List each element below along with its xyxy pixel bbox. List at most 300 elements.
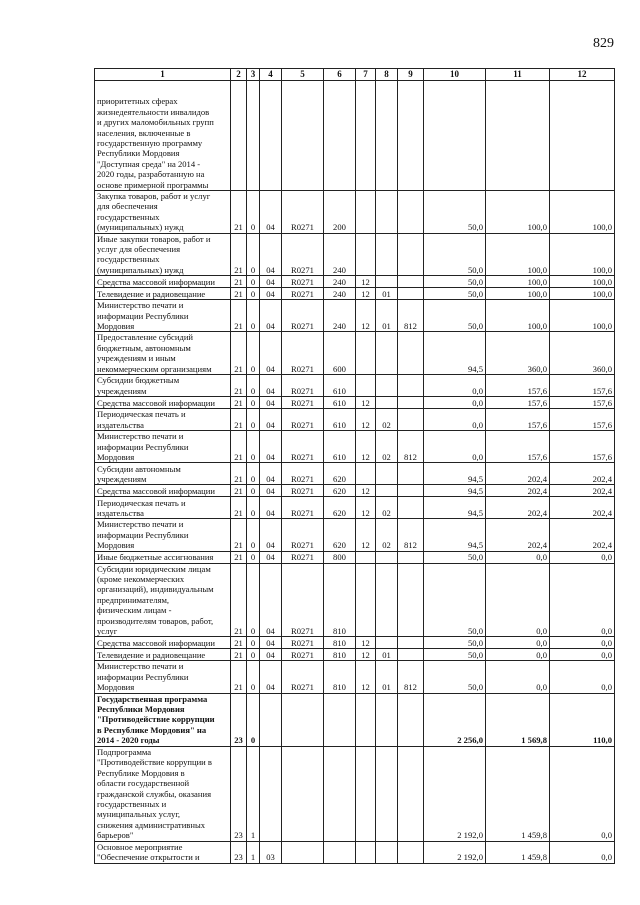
gp-code-cell: 21 (231, 637, 247, 649)
amount-col11-cell: 202,4 (486, 519, 550, 551)
subprogram-code-cell: 0 (247, 637, 260, 649)
amount-col12-cell: 202,4 (550, 485, 615, 497)
direction-code-cell: R0271 (282, 563, 324, 637)
subsection-cell: 02 (376, 519, 398, 551)
expense-type-cell: 240 (324, 300, 356, 332)
direction-code-cell (282, 81, 324, 191)
direction-code-cell: R0271 (282, 332, 324, 375)
table-row (95, 431, 615, 463)
gp-code-cell: 21 (231, 463, 247, 485)
direction-code-cell: R0271 (282, 463, 324, 485)
subsection-cell (376, 233, 398, 276)
ministry-code-cell: 812 (398, 431, 424, 463)
row-name: Подпрограмма "Противодействие коррупции в Республике Мордовия в области государственной гражданской службы, оказания государственных и муниципальных услуг, снижения административных барьеров" (95, 746, 231, 841)
ministry-code-cell: 812 (398, 300, 424, 332)
subprogram-code-cell: 0 (247, 463, 260, 485)
expense-type-cell (324, 81, 356, 191)
activity-code-cell (260, 746, 282, 841)
expense-type-cell: 620 (324, 497, 356, 519)
row-name: Основное мероприятие "Обеспечение открытости и (95, 841, 231, 863)
table-row (95, 300, 615, 332)
section-cell: 12 (356, 276, 376, 288)
column-header-11: 11 (486, 69, 550, 81)
ministry-code-cell (398, 288, 424, 300)
amount-col12-cell: 0,0 (550, 841, 615, 863)
table-row (95, 463, 615, 485)
section-cell: 12 (356, 519, 376, 551)
subprogram-code-cell: 0 (247, 693, 260, 746)
gp-code-cell: 23 (231, 746, 247, 841)
amount-col10-cell: 0,0 (424, 409, 486, 431)
subsection-cell (376, 746, 398, 841)
subprogram-code-cell: 0 (247, 332, 260, 375)
amount-col12-cell: 0,0 (550, 637, 615, 649)
direction-code-cell: R0271 (282, 300, 324, 332)
row-name: Периодическая печать и издательства (95, 497, 231, 519)
row-name: Периодическая печать и издательства (95, 409, 231, 431)
column-header-4: 4 (260, 69, 282, 81)
column-header-3: 3 (247, 69, 260, 81)
expense-type-cell (324, 746, 356, 841)
section-cell (356, 332, 376, 375)
activity-code-cell: 04 (260, 637, 282, 649)
table-row (95, 191, 615, 234)
subsection-cell (376, 693, 398, 746)
subsection-cell (376, 332, 398, 375)
amount-col12-cell: 0,0 (550, 551, 615, 563)
ministry-code-cell: 812 (398, 661, 424, 693)
subprogram-code-cell: 0 (247, 233, 260, 276)
gp-code-cell: 21 (231, 485, 247, 497)
amount-col10-cell: 2 192,0 (424, 841, 486, 863)
table-row (95, 497, 615, 519)
subprogram-code-cell: 0 (247, 191, 260, 234)
subprogram-code-cell: 1 (247, 841, 260, 863)
activity-code-cell: 04 (260, 276, 282, 288)
table-row (95, 81, 615, 191)
amount-col11-cell (486, 81, 550, 191)
amount-col10-cell: 50,0 (424, 276, 486, 288)
amount-col11-cell: 1 569,8 (486, 693, 550, 746)
activity-code-cell: 04 (260, 288, 282, 300)
section-cell: 12 (356, 397, 376, 409)
amount-col10-cell: 0,0 (424, 431, 486, 463)
ministry-code-cell (398, 497, 424, 519)
activity-code-cell: 04 (260, 463, 282, 485)
subprogram-code-cell: 0 (247, 375, 260, 397)
section-cell (356, 746, 376, 841)
ministry-code-cell (398, 746, 424, 841)
amount-col12-cell: 0,0 (550, 649, 615, 661)
amount-col10-cell: 50,0 (424, 191, 486, 234)
activity-code-cell: 04 (260, 375, 282, 397)
amount-col12-cell: 202,4 (550, 463, 615, 485)
table-row (95, 233, 615, 276)
subsection-cell (376, 563, 398, 637)
direction-code-cell: R0271 (282, 551, 324, 563)
activity-code-cell: 04 (260, 409, 282, 431)
section-cell (356, 463, 376, 485)
subsection-cell (376, 81, 398, 191)
column-header-8: 8 (376, 69, 398, 81)
section-cell (356, 81, 376, 191)
direction-code-cell: R0271 (282, 397, 324, 409)
table-row (95, 375, 615, 397)
column-header-9: 9 (398, 69, 424, 81)
table-row (95, 397, 615, 409)
subprogram-code-cell (247, 81, 260, 191)
table-row (95, 332, 615, 375)
row-name: Средства массовой информации (95, 637, 231, 649)
row-name: Телевидение и радиовещание (95, 288, 231, 300)
row-name: приоритетных сферах жизнедеятельности инвалидов и других маломобильных групп населения, включенные в государственную программу Республики Мордовия "Доступная среда" на 2014 - 2020 годы, разработанную на основе примерной программы (95, 81, 231, 191)
subprogram-code-cell: 0 (247, 661, 260, 693)
table-header-row (95, 69, 615, 81)
direction-code-cell: R0271 (282, 519, 324, 551)
activity-code-cell: 04 (260, 431, 282, 463)
activity-code-cell: 04 (260, 485, 282, 497)
gp-code-cell: 21 (231, 649, 247, 661)
row-name: Субсидии юридическим лицам (кроме некоммерческих организаций), индивидуальным предпринимателям, физическим лицам - производителям товаров, работ, услуг (95, 563, 231, 637)
row-name: Предоставление субсидий бюджетным, автономным учреждениям и иным некоммерческим организациям (95, 332, 231, 375)
amount-col12-cell: 157,6 (550, 431, 615, 463)
expense-type-cell: 620 (324, 519, 356, 551)
table-row (95, 563, 615, 637)
budget-table (94, 68, 615, 864)
amount-col11-cell: 0,0 (486, 551, 550, 563)
row-name: Иные бюджетные ассигнования (95, 551, 231, 563)
direction-code-cell (282, 746, 324, 841)
amount-col11-cell: 157,6 (486, 409, 550, 431)
ministry-code-cell (398, 463, 424, 485)
direction-code-cell: R0271 (282, 375, 324, 397)
direction-code-cell: R0271 (282, 485, 324, 497)
subprogram-code-cell: 0 (247, 409, 260, 431)
amount-col11-cell: 157,6 (486, 375, 550, 397)
amount-col10-cell: 94,5 (424, 497, 486, 519)
activity-code-cell: 04 (260, 397, 282, 409)
section-cell: 12 (356, 497, 376, 519)
subprogram-code-cell: 0 (247, 551, 260, 563)
amount-col11-cell: 202,4 (486, 497, 550, 519)
expense-type-cell: 620 (324, 463, 356, 485)
table-row (95, 661, 615, 693)
direction-code-cell: R0271 (282, 431, 324, 463)
activity-code-cell: 03 (260, 841, 282, 863)
section-cell: 12 (356, 288, 376, 300)
table-row (95, 551, 615, 563)
amount-col10-cell: 50,0 (424, 300, 486, 332)
table-row (95, 649, 615, 661)
gp-code-cell: 21 (231, 288, 247, 300)
row-name: Средства массовой информации (95, 276, 231, 288)
section-cell (356, 841, 376, 863)
section-cell (356, 551, 376, 563)
direction-code-cell: R0271 (282, 497, 324, 519)
activity-code-cell: 04 (260, 551, 282, 563)
subsection-cell: 01 (376, 300, 398, 332)
amount-col11-cell: 360,0 (486, 332, 550, 375)
amount-col10-cell: 94,5 (424, 463, 486, 485)
expense-type-cell: 610 (324, 409, 356, 431)
ministry-code-cell (398, 409, 424, 431)
subsection-cell (376, 841, 398, 863)
amount-col12-cell: 0,0 (550, 563, 615, 637)
subsection-cell (376, 485, 398, 497)
amount-col10-cell: 94,5 (424, 519, 486, 551)
row-name: Средства массовой информации (95, 485, 231, 497)
direction-code-cell: R0271 (282, 637, 324, 649)
subprogram-code-cell: 0 (247, 288, 260, 300)
section-cell: 12 (356, 649, 376, 661)
activity-code-cell: 04 (260, 649, 282, 661)
row-name: Закупка товаров, работ и услуг для обеспечения государственных (муниципальных) нужд (95, 191, 231, 234)
amount-col11-cell: 202,4 (486, 485, 550, 497)
amount-col12-cell: 202,4 (550, 519, 615, 551)
section-cell (356, 191, 376, 234)
amount-col11-cell: 100,0 (486, 233, 550, 276)
expense-type-cell: 810 (324, 563, 356, 637)
subsection-cell (376, 191, 398, 234)
table-row (95, 746, 615, 841)
row-name: Государственная программа Республики Мордовия "Противодействие коррупции в Республике Мордовия" на 2014 - 2020 годы (95, 693, 231, 746)
table-row (95, 519, 615, 551)
expense-type-cell: 810 (324, 661, 356, 693)
amount-col10-cell: 94,5 (424, 485, 486, 497)
section-cell (356, 233, 376, 276)
amount-col10-cell: 50,0 (424, 288, 486, 300)
subsection-cell: 02 (376, 409, 398, 431)
amount-col11-cell: 1 459,8 (486, 841, 550, 863)
gp-code-cell: 23 (231, 841, 247, 863)
amount-col10-cell: 2 192,0 (424, 746, 486, 841)
ministry-code-cell (398, 397, 424, 409)
amount-col11-cell: 157,6 (486, 431, 550, 463)
amount-col10-cell: 50,0 (424, 649, 486, 661)
gp-code-cell: 21 (231, 332, 247, 375)
gp-code-cell (231, 81, 247, 191)
section-cell: 12 (356, 485, 376, 497)
amount-col12-cell: 110,0 (550, 693, 615, 746)
subprogram-code-cell: 0 (247, 431, 260, 463)
section-cell: 12 (356, 637, 376, 649)
amount-col12-cell: 100,0 (550, 233, 615, 276)
column-header-2: 2 (231, 69, 247, 81)
gp-code-cell: 21 (231, 563, 247, 637)
amount-col10-cell: 50,0 (424, 563, 486, 637)
ministry-code-cell (398, 649, 424, 661)
subsection-cell (376, 551, 398, 563)
ministry-code-cell (398, 637, 424, 649)
gp-code-cell: 23 (231, 693, 247, 746)
table-row (95, 485, 615, 497)
direction-code-cell (282, 693, 324, 746)
subprogram-code-cell: 1 (247, 746, 260, 841)
subsection-cell (376, 397, 398, 409)
direction-code-cell: R0271 (282, 233, 324, 276)
subsection-cell: 01 (376, 661, 398, 693)
amount-col11-cell: 100,0 (486, 276, 550, 288)
subsection-cell: 01 (376, 288, 398, 300)
amount-col10-cell (424, 81, 486, 191)
row-name: Субсидии автономным учреждениям (95, 463, 231, 485)
gp-code-cell: 21 (231, 551, 247, 563)
direction-code-cell: R0271 (282, 661, 324, 693)
expense-type-cell (324, 693, 356, 746)
gp-code-cell: 21 (231, 497, 247, 519)
expense-type-cell (324, 841, 356, 863)
section-cell (356, 693, 376, 746)
activity-code-cell: 04 (260, 563, 282, 637)
table-row (95, 693, 615, 746)
amount-col11-cell: 0,0 (486, 649, 550, 661)
activity-code-cell: 04 (260, 661, 282, 693)
direction-code-cell (282, 841, 324, 863)
subprogram-code-cell: 0 (247, 397, 260, 409)
amount-col11-cell: 1 459,8 (486, 746, 550, 841)
column-header-1: 1 (95, 69, 231, 81)
section-cell: 12 (356, 409, 376, 431)
gp-code-cell: 21 (231, 519, 247, 551)
row-name: Министерство печати и информации Республики Мордовия (95, 661, 231, 693)
amount-col11-cell: 157,6 (486, 397, 550, 409)
subprogram-code-cell: 0 (247, 300, 260, 332)
table-row (95, 637, 615, 649)
amount-col12-cell (550, 81, 615, 191)
section-cell: 12 (356, 661, 376, 693)
ministry-code-cell (398, 276, 424, 288)
row-name: Иные закупки товаров, работ и услуг для обеспечения государственных (муниципальных) нужд (95, 233, 231, 276)
amount-col10-cell: 50,0 (424, 233, 486, 276)
direction-code-cell: R0271 (282, 276, 324, 288)
page-number: 829 (593, 36, 614, 51)
table-body (95, 81, 615, 864)
amount-col11-cell: 100,0 (486, 300, 550, 332)
gp-code-cell: 21 (231, 233, 247, 276)
amount-col10-cell: 0,0 (424, 397, 486, 409)
subprogram-code-cell: 0 (247, 519, 260, 551)
subprogram-code-cell: 0 (247, 497, 260, 519)
subsection-cell (376, 637, 398, 649)
amount-col11-cell: 0,0 (486, 637, 550, 649)
subsection-cell (376, 463, 398, 485)
direction-code-cell: R0271 (282, 191, 324, 234)
amount-col12-cell: 157,6 (550, 409, 615, 431)
amount-col12-cell: 0,0 (550, 746, 615, 841)
activity-code-cell: 04 (260, 300, 282, 332)
ministry-code-cell (398, 191, 424, 234)
expense-type-cell: 240 (324, 276, 356, 288)
gp-code-cell: 21 (231, 409, 247, 431)
subprogram-code-cell: 0 (247, 485, 260, 497)
ministry-code-cell (398, 233, 424, 276)
amount-col12-cell: 100,0 (550, 288, 615, 300)
activity-code-cell: 04 (260, 519, 282, 551)
expense-type-cell: 800 (324, 551, 356, 563)
subprogram-code-cell: 0 (247, 563, 260, 637)
ministry-code-cell (398, 332, 424, 375)
gp-code-cell: 21 (231, 276, 247, 288)
subsection-cell: 01 (376, 649, 398, 661)
row-name: Телевидение и радиовещание (95, 649, 231, 661)
amount-col12-cell: 100,0 (550, 276, 615, 288)
gp-code-cell: 21 (231, 191, 247, 234)
subsection-cell: 02 (376, 497, 398, 519)
row-name: Министерство печати и информации Республики Мордовия (95, 300, 231, 332)
amount-col11-cell: 202,4 (486, 463, 550, 485)
amount-col11-cell: 100,0 (486, 191, 550, 234)
table-row (95, 276, 615, 288)
activity-code-cell: 04 (260, 497, 282, 519)
column-header-7: 7 (356, 69, 376, 81)
section-cell: 12 (356, 431, 376, 463)
column-header-5: 5 (282, 69, 324, 81)
row-name: Субсидии бюджетным учреждениям (95, 375, 231, 397)
amount-col12-cell: 157,6 (550, 375, 615, 397)
activity-code-cell: 04 (260, 332, 282, 375)
expense-type-cell: 200 (324, 191, 356, 234)
expense-type-cell: 240 (324, 233, 356, 276)
amount-col10-cell: 94,5 (424, 332, 486, 375)
ministry-code-cell (398, 81, 424, 191)
amount-col10-cell: 50,0 (424, 551, 486, 563)
activity-code-cell (260, 693, 282, 746)
row-name: Средства массовой информации (95, 397, 231, 409)
subsection-cell (376, 375, 398, 397)
amount-col11-cell: 100,0 (486, 288, 550, 300)
amount-col12-cell: 100,0 (550, 300, 615, 332)
section-cell: 12 (356, 300, 376, 332)
expense-type-cell: 620 (324, 485, 356, 497)
subsection-cell (376, 276, 398, 288)
amount-col12-cell: 100,0 (550, 191, 615, 234)
direction-code-cell: R0271 (282, 409, 324, 431)
section-cell (356, 563, 376, 637)
gp-code-cell: 21 (231, 397, 247, 409)
expense-type-cell: 610 (324, 375, 356, 397)
section-cell (356, 375, 376, 397)
activity-code-cell: 04 (260, 233, 282, 276)
column-header-6: 6 (324, 69, 356, 81)
row-name: Министерство печати и информации Республики Мордовия (95, 519, 231, 551)
activity-code-cell: 04 (260, 191, 282, 234)
row-name: Министерство печати и информации Республики Мордовия (95, 431, 231, 463)
expense-type-cell: 810 (324, 637, 356, 649)
column-header-12: 12 (550, 69, 615, 81)
amount-col12-cell: 157,6 (550, 397, 615, 409)
subsection-cell: 02 (376, 431, 398, 463)
expense-type-cell: 610 (324, 431, 356, 463)
expense-type-cell: 600 (324, 332, 356, 375)
amount-col10-cell: 50,0 (424, 661, 486, 693)
gp-code-cell: 21 (231, 431, 247, 463)
table-row (95, 409, 615, 431)
amount-col10-cell: 0,0 (424, 375, 486, 397)
column-header-10: 10 (424, 69, 486, 81)
gp-code-cell: 21 (231, 375, 247, 397)
ministry-code-cell: 812 (398, 519, 424, 551)
amount-col10-cell: 2 256,0 (424, 693, 486, 746)
ministry-code-cell (398, 841, 424, 863)
amount-col12-cell: 360,0 (550, 332, 615, 375)
expense-type-cell: 610 (324, 397, 356, 409)
amount-col11-cell: 0,0 (486, 661, 550, 693)
subprogram-code-cell: 0 (247, 649, 260, 661)
table-row (95, 288, 615, 300)
ministry-code-cell (398, 375, 424, 397)
ministry-code-cell (398, 551, 424, 563)
ministry-code-cell (398, 485, 424, 497)
